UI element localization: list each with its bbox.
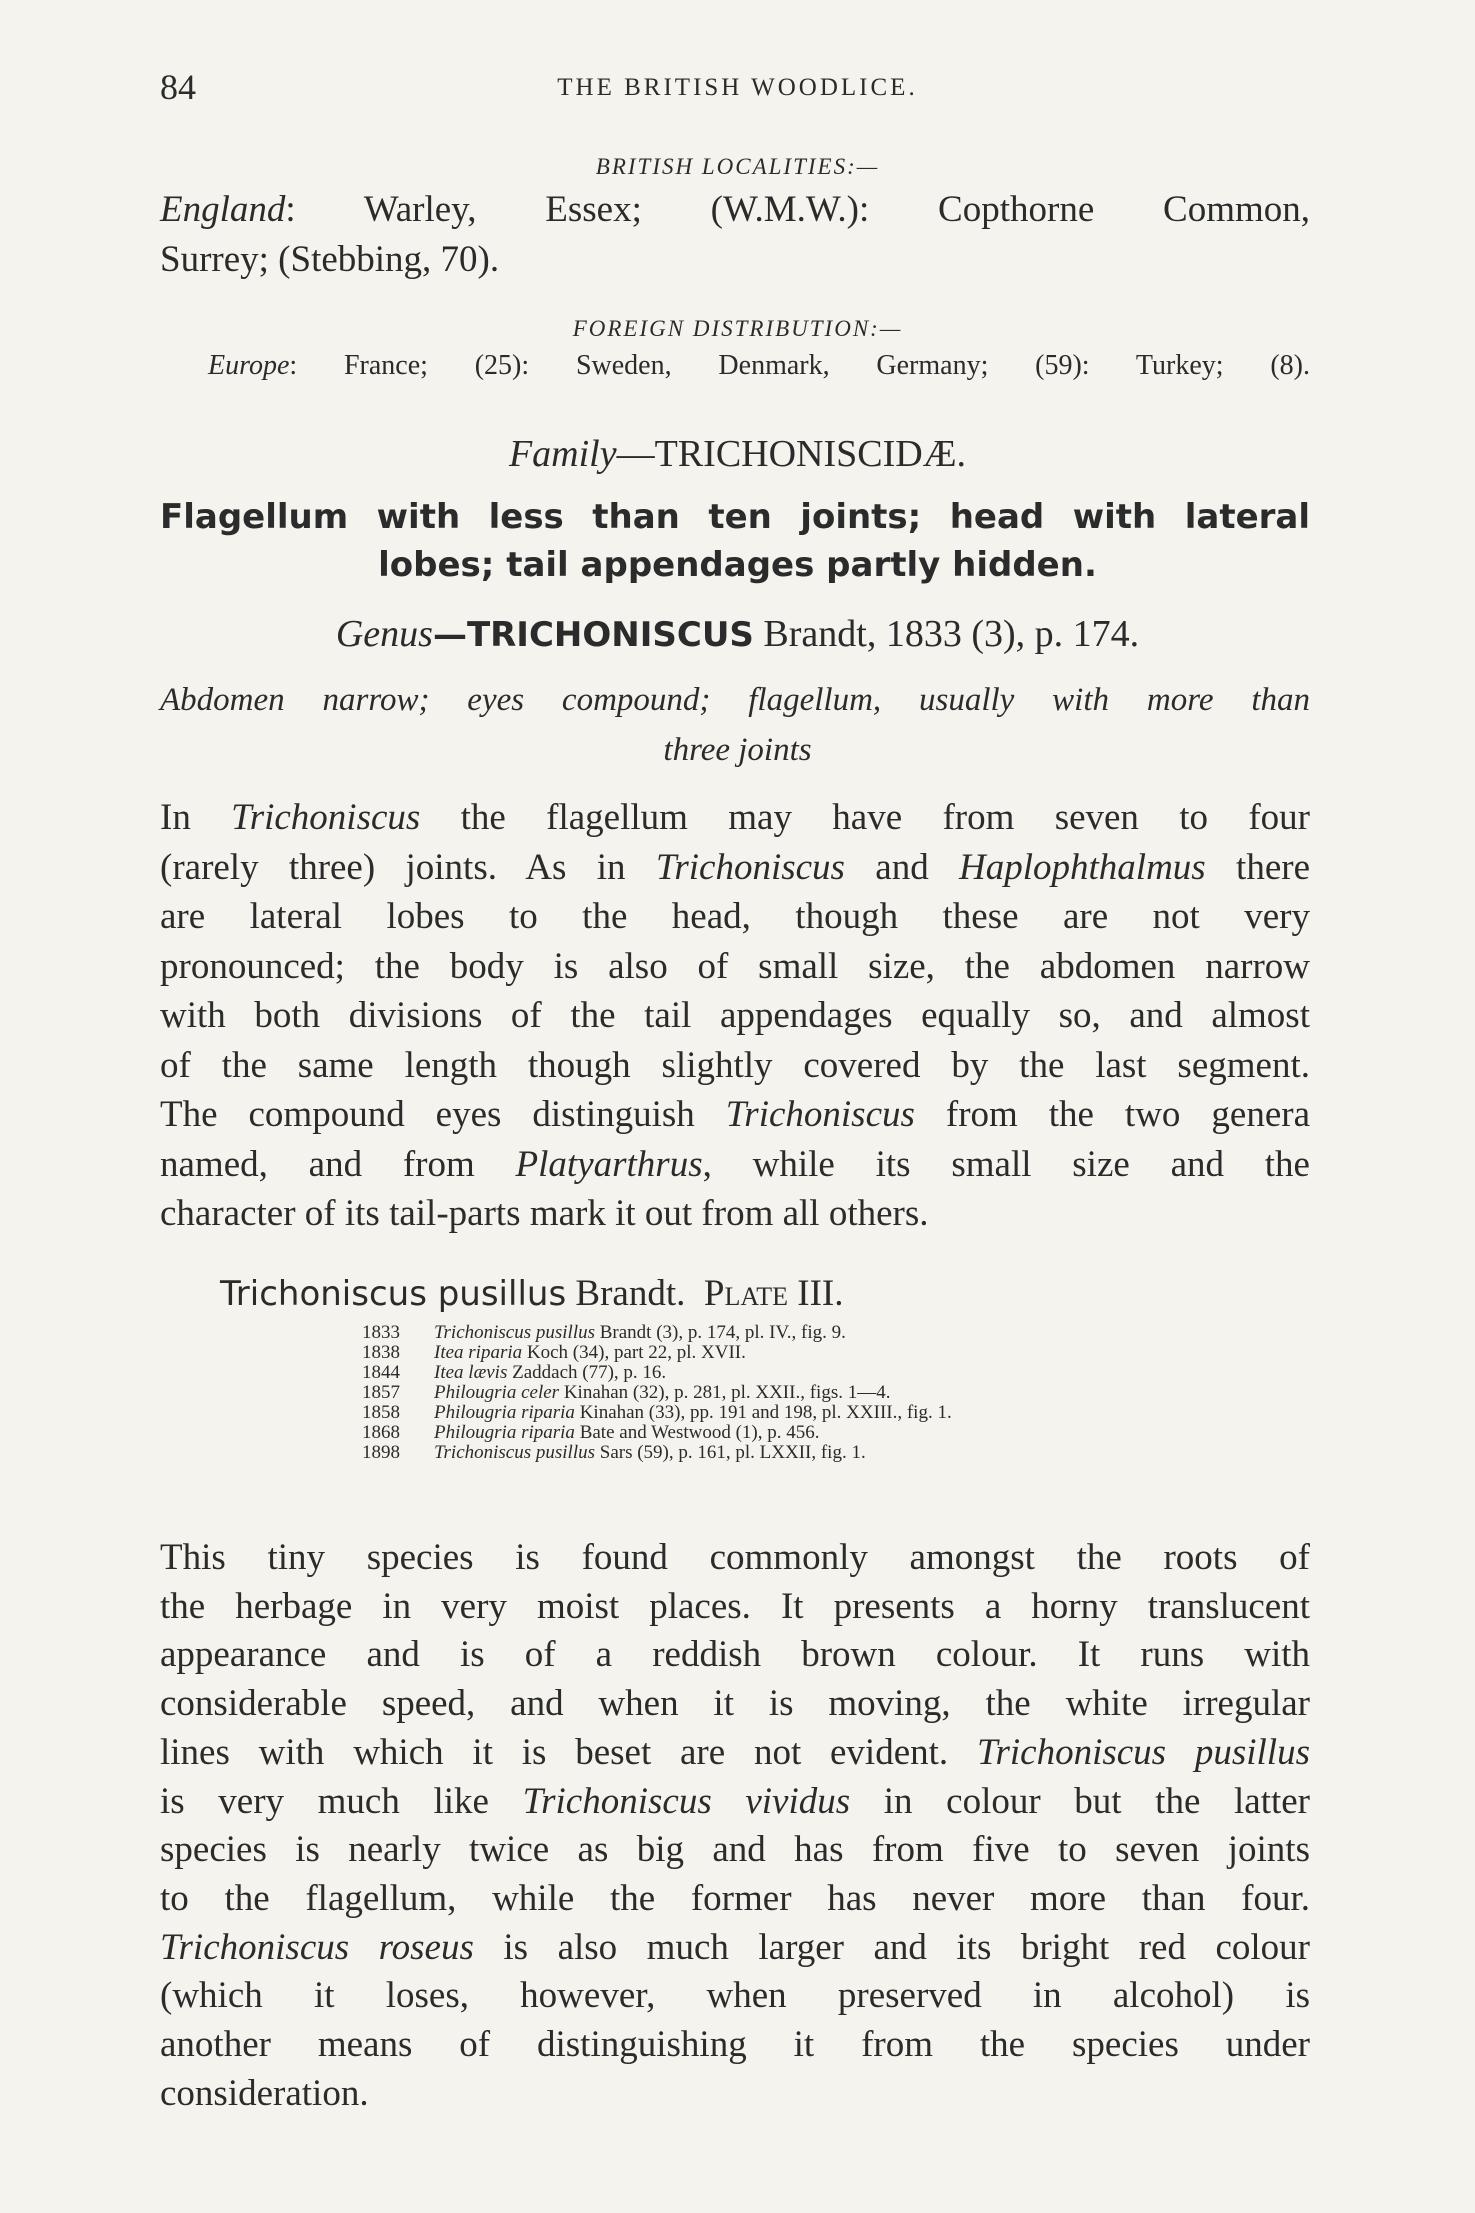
text-run: pronounced; the body is also of small size, the abdomen narrow bbox=[160, 945, 1310, 987]
text-run: are lateral lobes to the head, though these are not very bbox=[160, 896, 1310, 937]
italic-taxon: Trichoniscus bbox=[725, 1094, 915, 1135]
text-run: (which it loses, however, when preserved in alcohol) is bbox=[160, 1975, 1310, 2017]
para2-line bbox=[160, 1974, 1310, 2017]
running-title: THE BRITISH WOODLICE. bbox=[557, 74, 918, 101]
foreign-distribution-heading: FOREIGN DISTRIBUTION:— bbox=[572, 316, 903, 341]
family-description-line-2: lobes; tail appendages partly hidden. bbox=[378, 545, 1097, 585]
foreign-distribution-line bbox=[208, 350, 1310, 382]
family-label: Family bbox=[508, 433, 617, 475]
genus-citation: Brandt, 1833 (3), p. 174. bbox=[753, 613, 1140, 655]
synonym-taxon: Philougria celer bbox=[434, 1382, 560, 1403]
text-run: species is nearly twice as big and has from five to seven joints bbox=[160, 1829, 1310, 1871]
text-run: the herbage in very moist places. It presents a horny translucent bbox=[160, 1585, 1310, 1627]
synonym-reference: Koch (34), part 22, pl. XVII. bbox=[522, 1342, 746, 1363]
para1-line bbox=[160, 1192, 1310, 1235]
para2-line bbox=[160, 1536, 1310, 1579]
synonym-year: 1857 bbox=[362, 1382, 400, 1403]
para1-line bbox=[160, 994, 1310, 1037]
text-run: the flagellum may have from seven to four bbox=[420, 797, 1311, 838]
genus-title bbox=[0, 612, 1475, 656]
text-run: another means of distinguishing it from the species under bbox=[160, 2024, 1310, 2065]
synonym-entry bbox=[362, 1402, 952, 1423]
species-name: Trichoniscus pusillus bbox=[220, 1274, 567, 1314]
para1-line bbox=[160, 796, 1310, 839]
text-run: considerable speed, and when it is moving, the white irregular bbox=[160, 1683, 1310, 1725]
text-run: with both divisions of the tail appendages equally so, and almost bbox=[160, 995, 1310, 1036]
british-localities-line-2: Surrey; (Stebbing, 70). bbox=[160, 239, 500, 280]
text-run: This tiny species is found commonly amongst the roots of bbox=[160, 1537, 1310, 1578]
italic-taxon: Trichoniscus roseus bbox=[160, 1926, 474, 1968]
genus-description-line-1: Abdomen narrow; eyes compound; flagellum, usually with more than bbox=[160, 682, 1310, 718]
para2-line bbox=[160, 1633, 1310, 1676]
text-run: in colour but the latter bbox=[850, 1780, 1311, 1822]
para2-line bbox=[160, 1877, 1310, 1920]
text-run: character of its tail-parts mark it out from all others. bbox=[160, 1193, 929, 1234]
synonym-entry bbox=[362, 1322, 846, 1343]
para2-line bbox=[160, 1585, 1310, 1628]
synonym-year: 1858 bbox=[362, 1402, 400, 1423]
text-run: is very much like bbox=[160, 1780, 523, 1822]
page-number: 84 bbox=[160, 67, 196, 107]
region-england: England bbox=[160, 189, 286, 230]
para2-line bbox=[160, 1682, 1310, 1725]
synonym-entry bbox=[362, 1442, 866, 1463]
synonym-taxon: Itea riparia bbox=[434, 1342, 523, 1363]
text-run: there bbox=[1205, 846, 1310, 888]
text-run: consideration. bbox=[160, 2072, 369, 2114]
synonym-year: 1898 bbox=[362, 1442, 400, 1463]
text-run: from the two genera bbox=[914, 1094, 1310, 1135]
synonym-taxon: Trichoniscus pusillus bbox=[434, 1322, 595, 1343]
text-run: named, and from bbox=[160, 1143, 516, 1185]
text-run: , while its small size and the bbox=[702, 1143, 1310, 1185]
para1-line bbox=[160, 945, 1310, 988]
italic-taxon: Haplophthalmus bbox=[959, 846, 1206, 888]
synonym-year: 1844 bbox=[362, 1362, 400, 1383]
genus-description-line-2: three joints bbox=[663, 732, 812, 768]
species-heading bbox=[220, 1272, 843, 1315]
text-run: (rarely three) joints. As in bbox=[160, 846, 656, 888]
plate-number: III. bbox=[788, 1273, 844, 1314]
synonym-taxon: Trichoniscus pusillus bbox=[434, 1442, 595, 1463]
text-run: to the flagellum, while the former has never more than four. bbox=[160, 1877, 1310, 1919]
localities-text-1: : Warley, Essex; (W.M.W.): Copthorne Common, bbox=[285, 189, 1310, 230]
text-run: of the same length though slightly covered by the last segment. bbox=[160, 1044, 1310, 1086]
region-europe: Europe bbox=[208, 350, 290, 381]
para1-line bbox=[160, 1093, 1310, 1136]
synonym-reference: Brandt (3), p. 174, pl. IV., fig. 9. bbox=[595, 1322, 846, 1343]
text-run: In bbox=[160, 797, 232, 838]
synonym-year: 1868 bbox=[362, 1422, 400, 1443]
para2-line bbox=[160, 2072, 1310, 2115]
british-localities-line-1 bbox=[160, 188, 1310, 231]
italic-taxon: Trichoniscus vividus bbox=[522, 1780, 851, 1822]
italic-taxon: Trichoniscus pusillus bbox=[976, 1731, 1310, 1773]
text-run: appearance and is of a reddish brown colour. It runs with bbox=[160, 1634, 1310, 1676]
italic-taxon: Trichoniscus bbox=[231, 797, 421, 838]
british-localities-heading: BRITISH LOCALITIES:— bbox=[595, 154, 880, 179]
synonym-reference: Kinahan (33), pp. 191 and 198, pl. XXIII., fig. 1. bbox=[574, 1402, 952, 1423]
para1-line bbox=[160, 846, 1310, 889]
family-title bbox=[0, 432, 1475, 476]
text-run: The compound eyes distinguish bbox=[160, 1094, 726, 1135]
synonym-reference: Kinahan (32), p. 281, pl. XXII., figs. 1—4. bbox=[559, 1382, 891, 1403]
genus-name: —TRICHONISCUS bbox=[432, 615, 754, 655]
para2-line bbox=[160, 1828, 1310, 1871]
synonym-taxon: Philougria riparia bbox=[434, 1422, 575, 1443]
species-author: Brandt. bbox=[566, 1273, 686, 1314]
family-description-line-1: Flagellum with less than ten joints; head with lateral bbox=[160, 497, 1310, 537]
para2-line bbox=[160, 1780, 1310, 1823]
synonym-taxon: Itea lævis bbox=[434, 1362, 508, 1383]
synonym-entry bbox=[362, 1422, 820, 1443]
para2-line bbox=[160, 1731, 1310, 1774]
para2-line bbox=[160, 1926, 1310, 1969]
para2-line bbox=[160, 2023, 1310, 2066]
text-run: is also much larger and its bright red colour bbox=[473, 1926, 1310, 1968]
synonym-reference: Bate and Westwood (1), p. 456. bbox=[574, 1422, 820, 1443]
text-run: and bbox=[844, 846, 960, 888]
genus-label: Genus bbox=[335, 613, 433, 655]
synonym-reference: Sars (59), p. 161, pl. LXXII, fig. 1. bbox=[595, 1442, 866, 1463]
para1-line bbox=[160, 1044, 1310, 1087]
synonym-reference: Zaddach (77), p. 16. bbox=[507, 1362, 667, 1383]
family-name: —TRICHONISCIDÆ. bbox=[616, 433, 967, 475]
synonym-taxon: Philougria riparia bbox=[434, 1402, 575, 1423]
plate-label: Plate bbox=[703, 1273, 788, 1314]
distribution-text: : France; (25): Sweden, Denmark, Germany; (59): Turkey; (8). bbox=[289, 350, 1310, 381]
text-run: lines with which it is beset are not evident. bbox=[160, 1731, 977, 1773]
synonym-entry bbox=[362, 1362, 666, 1383]
italic-taxon: Platyarthrus bbox=[515, 1143, 703, 1185]
synonym-year: 1833 bbox=[362, 1322, 400, 1343]
para1-line bbox=[160, 1143, 1310, 1186]
synonym-entry bbox=[362, 1382, 890, 1403]
synonym-entry bbox=[362, 1342, 746, 1363]
italic-taxon: Trichoniscus bbox=[655, 846, 845, 888]
para1-line bbox=[160, 895, 1310, 938]
synonym-year: 1838 bbox=[362, 1342, 400, 1363]
